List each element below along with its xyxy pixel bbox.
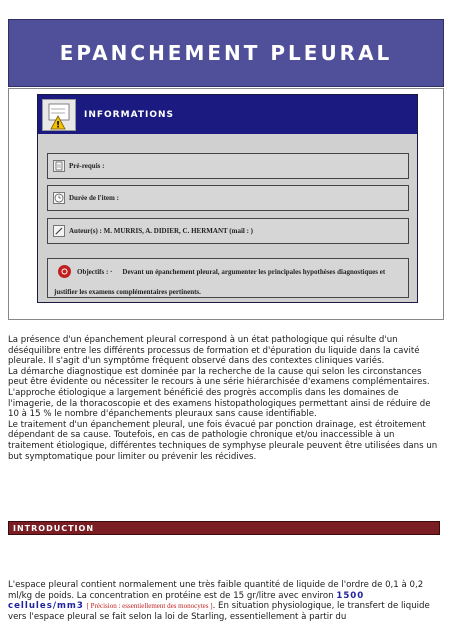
section-title: INTRODUCTION: [13, 523, 95, 533]
intro-paragraph-3: Le traitement d'un épanchement pleural, une fois évacué par ponction drainage, est étroitement dépendant de sa cause. Toutefois, en cas de pathologie chronique et/ou inaccessible à un traitement étiologique, différentes techniques de symphyse pleurale peuvent être utilisées dans un but symptomatique pour limiter ou prévenir les récidives.: [8, 419, 438, 462]
intro-paragraph-2: La démarche diagnostique est dominée par la recherche de la cause qui selon les circonstances peut être évidente ou nécessiter le recours à une série hiérarchisée d'examens complémentaires. L'approche étiologique a largement bénéficié des progrès accomplis dans les domaines de l'imagerie, de la thoracoscopie et des examens histopathologiques permettant ainsi de réduire de 10 à 15 % le nombre d'épanchements pleuraux sans cause identifiable.: [8, 366, 431, 420]
pen-icon: [53, 225, 65, 237]
objectifs-text-2: justifier les examens complémentaires pertinents.: [54, 288, 201, 296]
info-header-label: INFORMATIONS: [84, 109, 174, 120]
precision-note: [ Précision : essentiellement des monocytes ]: [86, 602, 213, 611]
target-icon: [58, 265, 71, 278]
title-banner: [8, 19, 444, 87]
section-header-introduction: [8, 521, 440, 535]
intro-text: [8, 335, 440, 462]
page-title: EPANCHEMENT PLEURAL: [59, 41, 393, 65]
body-text: [8, 580, 440, 622]
body-paragraph: [8, 580, 440, 622]
info-panel: [37, 94, 418, 303]
body-part-2: . En situation physiologique, le transfert de liquide vers l'espace pleural se fait selon la loi de Starling, essentiellement à partir du: [8, 601, 430, 622]
info-header: [38, 95, 417, 134]
clock-icon: [53, 192, 65, 204]
info-frame: [8, 88, 444, 320]
duree-label: Durée de l'item :: [69, 194, 119, 202]
warning-icon: [42, 99, 76, 131]
prerequis-label: Pré-requis :: [69, 162, 105, 170]
body-part-1: L'espace pleural contient normalement une très faible quantité de liquide de l'ordre de 0,1 à 0,2 ml/kg de poids. La concentration en protéine est de 15 gr/litre avec environ: [8, 580, 424, 601]
auteurs-label: Auteur(s) : M. MURRIS, A. DIDIER, C. HERMANT (mail : ): [69, 227, 253, 235]
objectifs-row: [47, 258, 409, 298]
objectifs-text: Devant un épanchement pleural, argumenter les principales hypothèses diagnostiques et: [122, 267, 386, 276]
auteurs-row: [47, 218, 409, 244]
intro-paragraph-1: La présence d'un épanchement pleural correspond à un état pathologique qui résulte d'un déséquilibre entre les différents processus de formation et d'épuration du liquide dans la cavité pleurale. Il s'agit d'un symptôme fréquent observé dans des contextes cliniques variés.: [8, 335, 420, 367]
document-icon: [53, 160, 65, 172]
duree-row: [47, 185, 409, 211]
objectifs-label: Objectifs : ·: [77, 267, 113, 276]
prerequis-row: [47, 153, 409, 179]
svg-text:!: !: [55, 120, 61, 130]
cell-count-highlight: 1500 cellules/mm3: [8, 590, 365, 612]
